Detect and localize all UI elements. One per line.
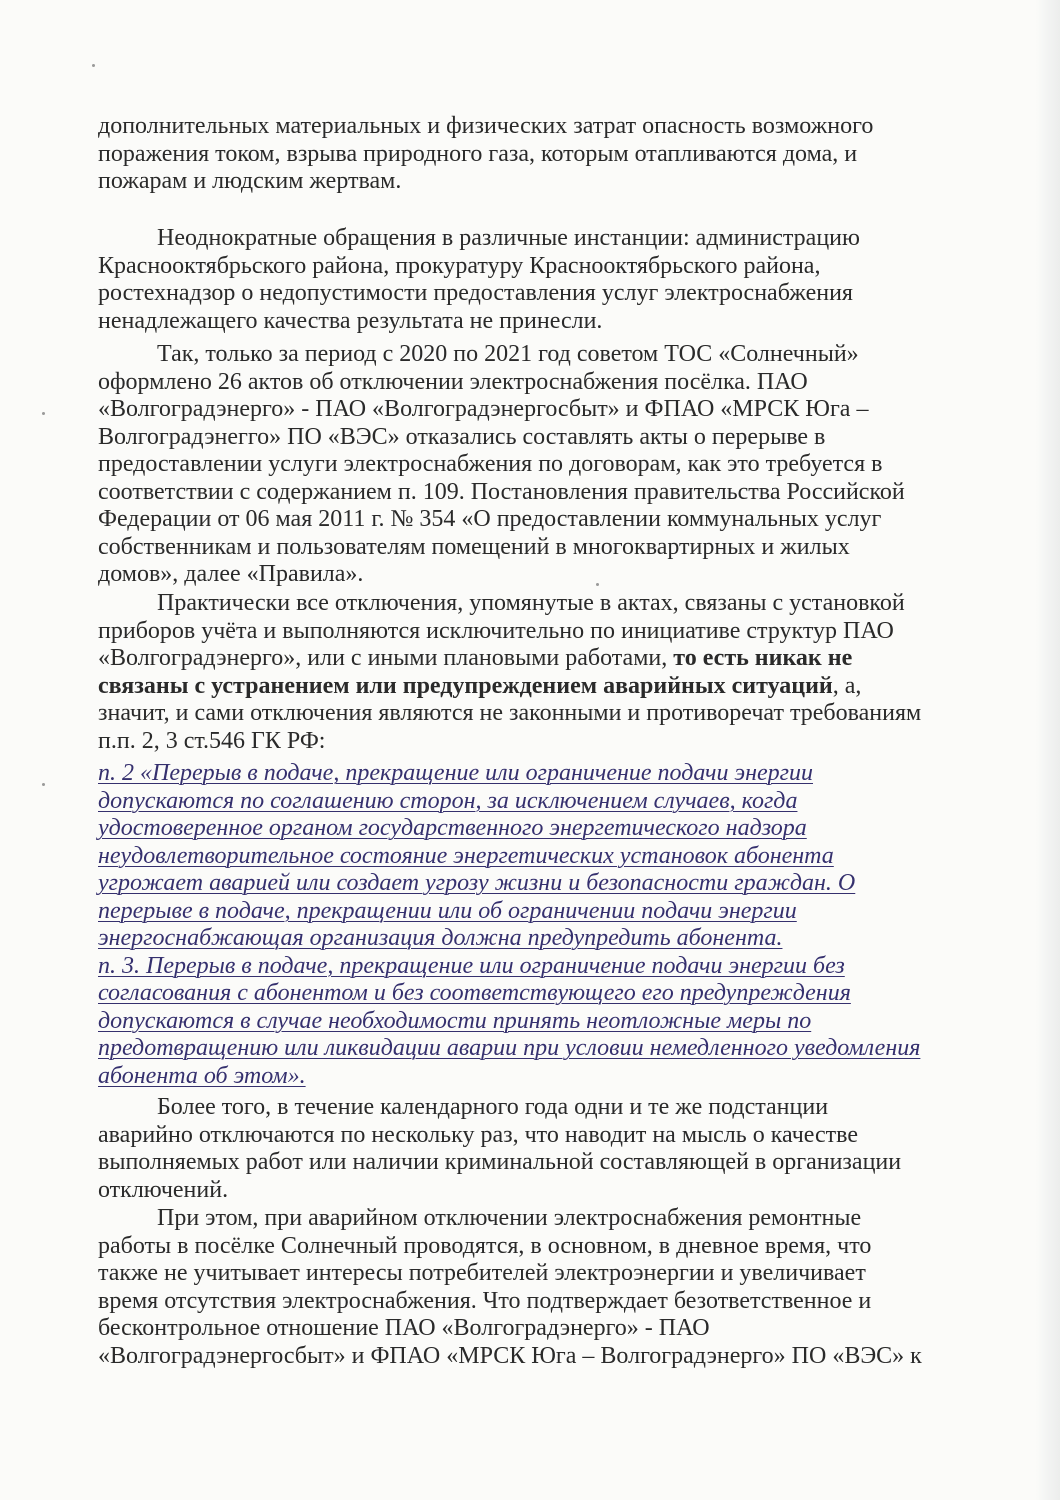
bold-emphasis: связаны с устранением или предупреждением аварийных ситуаций [98,672,833,699]
text-line: дополнительных материальных и физических затрат опасность возможного [98,113,874,139]
quote-line: угрожает аварией или создает угрозу жизни и безопасности граждан. О [98,870,856,896]
text-line: При этом, при аварийном отключении электроснабжения ремонтные [157,1205,862,1231]
text-line: также не учитывает интересы потребителей электроэнергии и увеличивает [98,1260,866,1286]
text-fragment: , а, [832,672,862,699]
text-line: домов», далее «Правила». [98,561,364,587]
text-line: предоставлении услуги электроснабжения по договорам, как это требуется в [98,451,883,477]
text-line: Практически все отключения, упомянутые в актах, связаны с установкой [157,590,905,616]
quote-line: абонента об этом». [98,1062,306,1089]
paragraph-disconnections [98,590,938,755]
quote-line: п. 2 «Перерыв в подаче, прекращение или ограничение подачи энергии [98,760,813,786]
text-line: Так, только за период с 2020 по 2021 год советом ТОС «Солнечный» [157,341,859,367]
text-line: Волгоградэнегго» ПО «ВЭС» отказались составлять акты о перерыве в [98,423,826,450]
text-line: бесконтрольное отношение ПАО «Волгоградэнерго» - ПАО [98,1315,710,1341]
text-line: п.п. 2, 3 ст.546 ГК РФ: [98,727,326,754]
text-line: поражения током, взрыва природного газа, которым отапливаются дома, и [98,140,858,167]
paragraph-repairs [98,1205,938,1370]
paragraph-acts [98,341,938,589]
text-line: пожарам и людским жертвам. [98,168,402,194]
scan-speck [42,412,45,415]
text-line: аварийно отключаются по нескольку раз, что наводит на мысль о качестве [98,1121,859,1148]
quote-line: п. 3. Перерыв в подаче, прекращение или ограничение подачи энергии без [98,952,845,979]
text-line: ростехнадзор о недопустимости предоставления услуг электроснабжения [98,280,853,306]
quote-line: допускаются в случае необходимости принять неотложные меры по [98,1007,812,1034]
text-line: работы в посёлке Солнечный проводятся, в основном, в дневное время, что [98,1232,872,1259]
text-line: собственникам и пользователям помещений в многоквартирных и жилых [98,533,850,560]
scan-speck [42,783,45,786]
text-line: значит, и сами отключения являются не законными и противоречат требованиям [98,700,922,726]
paragraph-appeals [98,225,938,335]
quote-line: согласования с абонентом и без соответствующего его предупреждения [98,980,851,1006]
text-line [98,645,938,673]
text-line: Неоднократные обращения в различные инстанции: администрацию [157,225,860,251]
text-line: «Волгоградэнергосбыт» и ФПАО «МРСК Юга – Волгоградэнерго» ПО «ВЭС» к [98,1342,922,1369]
text-line: время отсутствия электроснабжения. Что подтверждает безответственное и [98,1287,872,1314]
page-edge-shadow [1036,0,1060,1500]
text-fragment: «Волгоградэнерго», или с иными плановыми работами, [98,645,674,671]
text-line: соответствии с содержанием п. 109. Постановления правительства Российской [98,478,905,505]
paragraph-substations [98,1094,938,1204]
quote-line: перерыве в подаче, прекращении или об ограничении подачи энергии [98,897,797,924]
paragraph-continuation [98,113,938,196]
text-line: Краснооктябрьского района, прокуратуру Краснооктябрьского района, [98,252,821,279]
quote-line: предотвращению или ликвидации аварии при условии немедленного уведомления [98,1035,921,1061]
text-line: Федерации от 06 мая 2011 г. № 354 «О предоставлении коммунальных услуг [98,506,882,532]
quote-line: удостоверенное органом государственного энергетического надзора [98,815,807,841]
text-line: оформлено 26 актов об отключении электроснабжения посёлка. ПАО [98,368,808,395]
law-quote [98,760,938,1090]
text-line: ненадлежащего качества результата не принесли. [98,307,603,334]
quote-line: неудовлетворительное состояние энергетических установок абонента [98,842,834,869]
text-line [98,673,938,701]
text-line: приборов учёта и выполняются исключительно по инициативе структур ПАО [98,617,894,644]
quote-line: допускаются по соглашению сторон, за исключением случаев, когда [98,787,798,814]
bold-emphasis: то есть никак не [673,645,853,671]
scan-speck [92,64,95,67]
text-line: «Волгоградэнерго» - ПАО «Волгоградэнергосбыт» и ФПАО «МРСК Юга – [98,396,869,422]
quote-line: энергоснабжающая организация должна предупредить абонента. [98,925,783,951]
text-line: Более того, в течение календарного года одни и те же подстанции [157,1094,829,1120]
text-line: отключений. [98,1176,229,1203]
text-line: выполняемых работ или наличии криминальной составляющей в организации [98,1149,902,1175]
